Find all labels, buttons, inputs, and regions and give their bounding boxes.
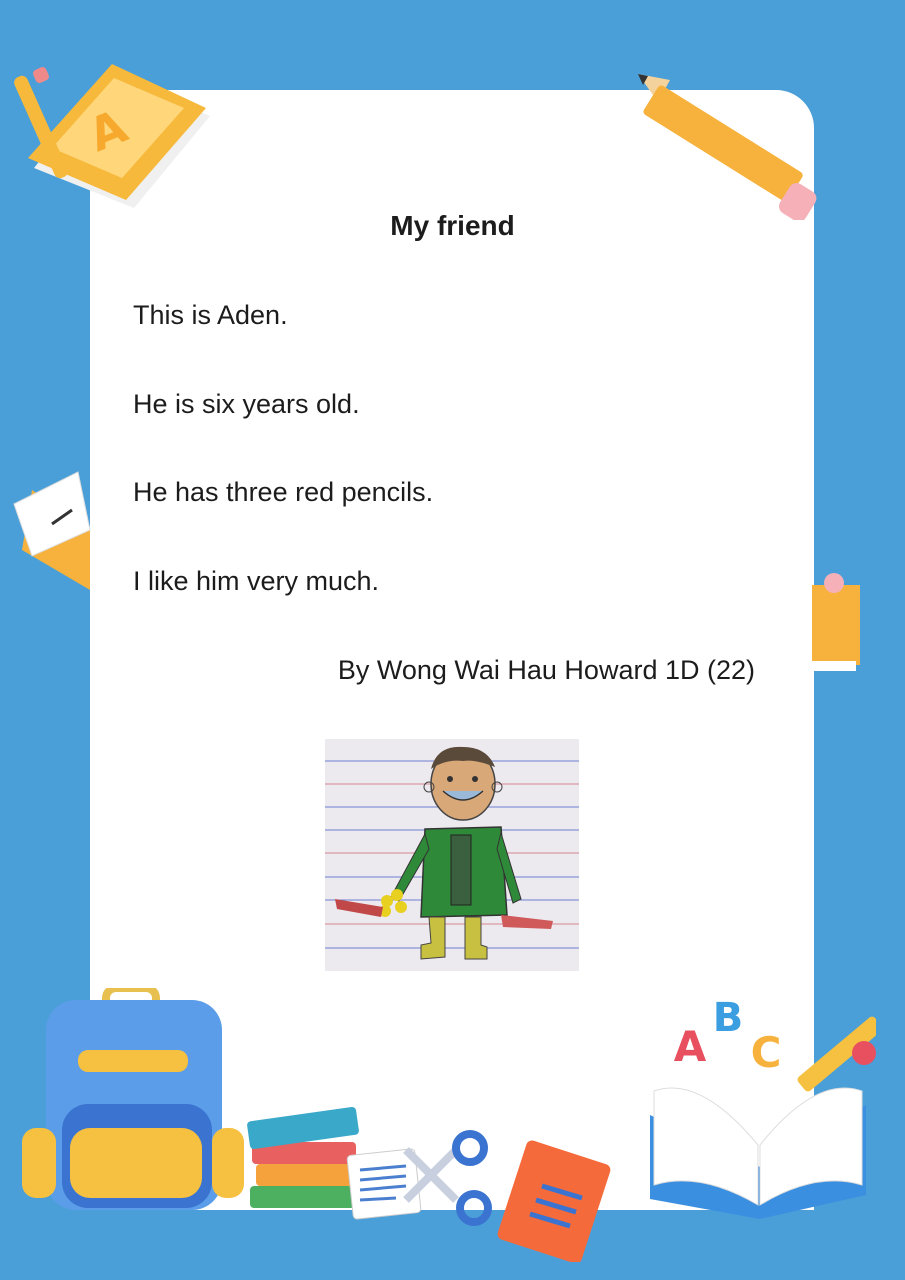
open-book-abc-icon [640,995,876,1225]
scissors-icon [346,1130,496,1230]
child-drawing-image [325,739,579,971]
author-byline: By Wong Wai Hau Howard 1D (22) [337,655,755,685]
book-letter-a-icon [14,28,214,218]
closed-book-icon [812,565,864,677]
text-line-3: He has three red pencils. [133,477,434,507]
text-line-1: This is Aden. [133,300,288,330]
abc-letter-b: B [712,995,744,1041]
page-title: My friend [390,210,515,241]
abc-letter-a: A [673,1022,707,1071]
book-letter: A [81,98,135,163]
abc-letter-c: C [750,1028,782,1077]
notebook-icon [12,470,92,600]
spiral-notebook-icon [496,1140,612,1262]
pencil-icon [634,68,848,220]
backpack-icon [22,988,244,1220]
book-stack-icon [244,1100,362,1218]
text-line-4: I like him very much. [133,566,380,596]
text-line-2: He is six years old. [133,389,360,419]
